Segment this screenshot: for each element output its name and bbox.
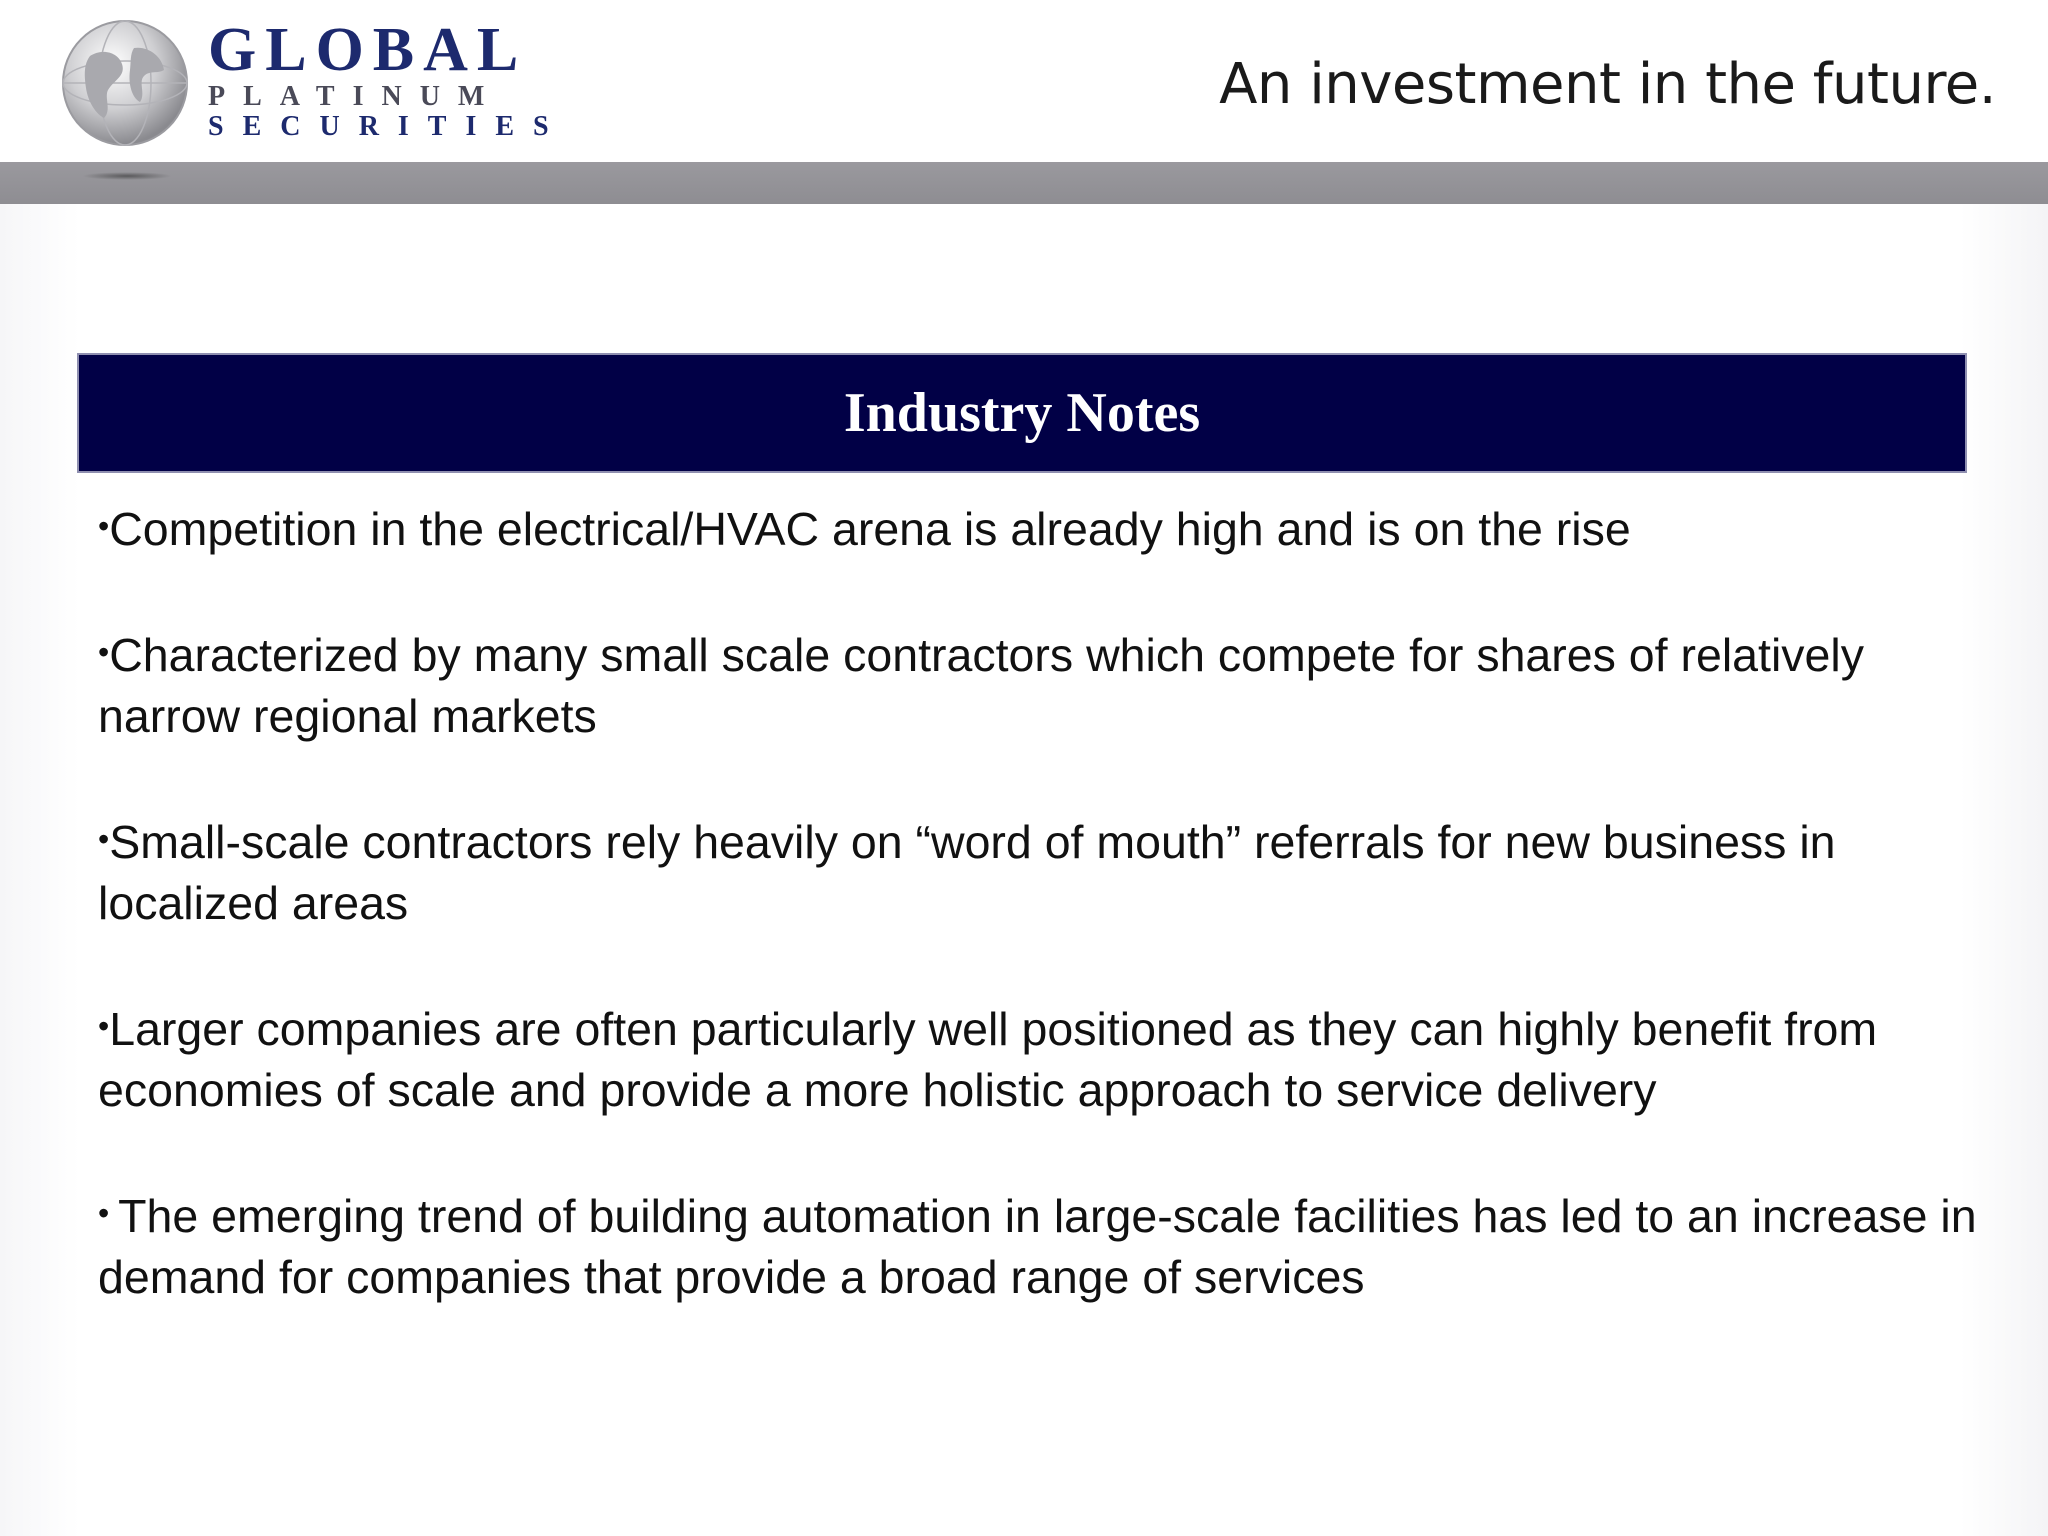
bullet-list (98, 496, 1978, 1370)
logo-line-global: GLOBAL (208, 16, 528, 84)
bullet-marker: • (98, 508, 110, 544)
bullet-item (98, 996, 1978, 1122)
bullet-text: Competition in the electrical/HVAC arena is already high and is on the rise (109, 503, 1631, 555)
logo-wordmark (208, 16, 568, 142)
globe-icon (60, 18, 190, 148)
bullet-item (98, 496, 1978, 561)
bullet-text: Larger companies are often particularly well positioned as they can highly benefit from economies of scale and provide a more holistic approach to service delivery (98, 1002, 1878, 1116)
bullet-marker: • (98, 1194, 119, 1231)
title-banner (77, 353, 1967, 473)
bullet-item (98, 1183, 1978, 1309)
logo-line-securities: SECURITIES (208, 111, 568, 142)
logo-line-platinum: PLATINUM (208, 81, 503, 112)
company-logo (60, 14, 568, 154)
bullet-text: The emerging trend of building automation in large-scale facilities has led to an increase in demand for companies that provide a broad range of services (98, 1189, 1977, 1303)
bullet-item (98, 622, 1978, 748)
header-divider-bar (0, 162, 2048, 204)
bullet-marker: • (98, 1007, 110, 1044)
bullet-marker: • (98, 633, 110, 670)
header-tagline: An investment in the future. (1219, 52, 1996, 117)
slide-title: Industry Notes (843, 382, 1201, 444)
bullet-text: Characterized by many small scale contractors which compete for shares of relatively narrow regional markets (98, 628, 1864, 742)
bullet-text: Small-scale contractors rely heavily on “word of mouth” referrals for new business in localized areas (98, 815, 1836, 929)
logo-shadow (82, 172, 172, 180)
bullet-item (98, 809, 1978, 935)
slide-header (0, 0, 2048, 162)
bullet-marker: • (98, 820, 110, 857)
